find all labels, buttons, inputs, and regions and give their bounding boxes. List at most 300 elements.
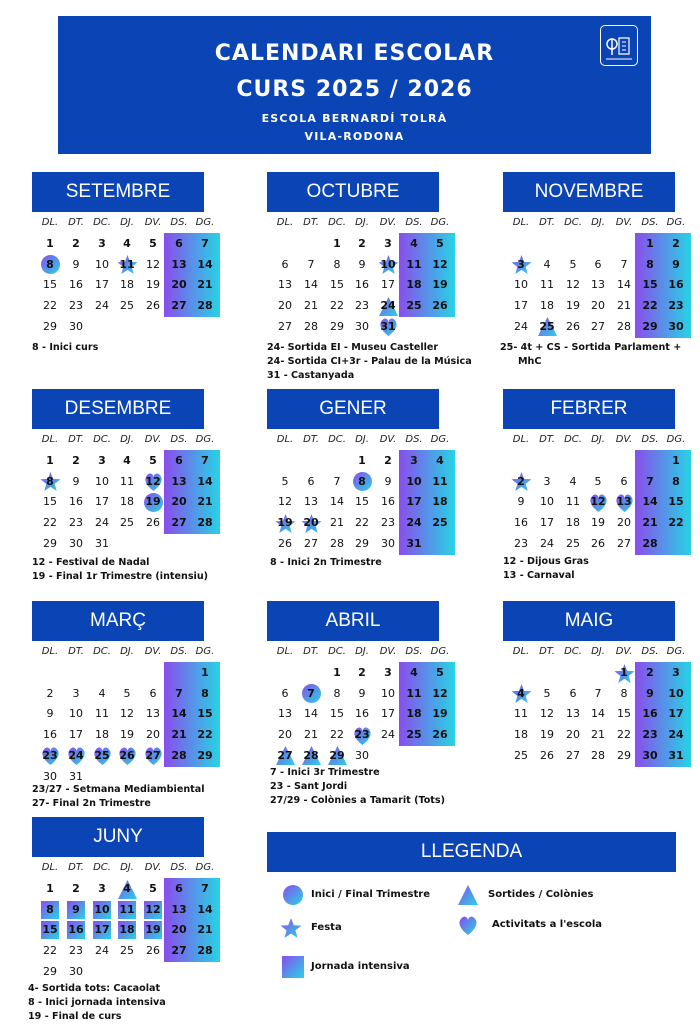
day-cell: 11 [119, 257, 135, 271]
day-cell: 21 [591, 728, 605, 742]
month-notes [32, 783, 205, 811]
day-cell: 5 [149, 237, 157, 250]
day-cell: 5 [436, 237, 444, 250]
day-cell: 12 [145, 902, 161, 916]
day-cell: 10 [381, 686, 395, 700]
day-cell: 7 [307, 257, 315, 271]
day-cell: 22 [43, 299, 57, 313]
day-cell: 17 [69, 728, 83, 742]
weekday-label: DC. [328, 646, 346, 657]
day-cell: 20 [278, 728, 292, 742]
weekday-label: DT. [68, 434, 84, 445]
weekday-label: DS. [405, 217, 423, 228]
day-cell: 12 [145, 474, 161, 488]
day-cell: 28 [171, 748, 187, 762]
day-cell: 9 [384, 474, 392, 488]
day-cell: 14 [197, 257, 213, 271]
day-cell: 8 [333, 257, 341, 271]
day-cell: 1 [620, 666, 628, 679]
day-cell: 8 [672, 474, 680, 488]
day-cell: 11 [406, 257, 422, 271]
day-cell: 6 [175, 454, 183, 467]
day-cell: 30 [43, 769, 57, 783]
day-cell: 24 [381, 728, 395, 742]
day-cell: 21 [197, 495, 213, 509]
weekday-label: DS. [170, 217, 188, 228]
day-cell: 17 [95, 495, 109, 509]
legend-label: Activitats a l'escola [492, 919, 602, 930]
day-cell: 27 [171, 944, 187, 958]
day-cell: 28 [304, 319, 318, 333]
day-cell: 19 [120, 728, 134, 742]
weekday-label: DL. [41, 862, 59, 873]
day-cell: 6 [281, 257, 289, 271]
weekday-label: DV. [144, 434, 162, 445]
day-cell: 3 [517, 257, 525, 271]
weekday-label: DC. [328, 434, 346, 445]
day-cell: 8 [358, 474, 366, 488]
day-cell: 24 [95, 299, 109, 313]
day-cell: 18 [119, 923, 135, 937]
day-cell: 28 [642, 536, 658, 550]
day-cell: 26 [119, 748, 135, 762]
day-cell: 13 [566, 707, 580, 721]
weekday-label: DG. [195, 434, 215, 445]
day-cell: 24 [514, 319, 528, 333]
day-cell: 2 [72, 237, 80, 250]
day-cell: 29 [197, 748, 213, 762]
day-cell: 27 [566, 748, 580, 762]
day-cell: 1 [46, 454, 54, 467]
weekday-label: DV. [615, 646, 633, 657]
weekday-label: DS. [170, 862, 188, 873]
day-cell: 11 [95, 707, 109, 721]
day-cell: 14 [330, 495, 344, 509]
day-cell: 2 [672, 237, 680, 250]
day-cell: 17 [94, 923, 110, 937]
day-cell: 24 [95, 944, 109, 958]
day-cell: 11 [514, 707, 528, 721]
day-cell: 29 [617, 748, 631, 762]
day-cell: 5 [436, 666, 444, 679]
day-cell: 22 [617, 728, 631, 742]
day-cell: 8 [46, 902, 54, 916]
day-cell: 12 [120, 707, 134, 721]
day-cell: 17 [540, 516, 554, 530]
day-cell: 26 [432, 299, 448, 313]
day-cell: 26 [432, 728, 448, 742]
weekday-label: DG. [666, 646, 686, 657]
weekday-label: DS. [641, 646, 659, 657]
day-cell: 16 [514, 516, 528, 530]
legend-label: Sortides / Colònies [488, 889, 594, 900]
day-cell: 2 [72, 882, 80, 895]
day-cell: 15 [43, 278, 57, 292]
day-cell: 2 [358, 666, 366, 679]
day-cell: 8 [46, 474, 54, 488]
weekday-label: DG. [195, 217, 215, 228]
day-cell: 6 [307, 474, 315, 488]
day-cell: 14 [197, 474, 213, 488]
day-cell: 3 [384, 666, 392, 679]
day-cell: 22 [330, 299, 344, 313]
month-notes [500, 341, 681, 369]
weekday-label: DL. [512, 434, 530, 445]
day-cell: 22 [197, 728, 213, 742]
day-cell: 25 [120, 299, 134, 313]
day-cell: 22 [355, 516, 369, 530]
day-cell: 3 [672, 666, 680, 679]
note-line: 12 - Festival de Nadal [32, 557, 150, 568]
weekday-label: DL. [276, 646, 294, 657]
day-cell: 29 [43, 536, 57, 550]
day-cell: 26 [146, 944, 160, 958]
day-cell: 23 [668, 299, 684, 313]
weekday-label: DT. [539, 434, 555, 445]
month-title: OCTUBRE [267, 172, 439, 212]
day-cell: 10 [514, 278, 528, 292]
weekday-label: DC. [93, 646, 111, 657]
day-cell: 30 [668, 319, 684, 333]
day-cell: 5 [149, 882, 157, 895]
day-cell: 3 [72, 686, 80, 700]
day-cell: 18 [120, 278, 134, 292]
weekday-label: DV. [615, 217, 633, 228]
day-cell: 22 [43, 516, 57, 530]
day-cell: 23 [69, 299, 83, 313]
note-line: MhC [518, 356, 542, 367]
note-line: 8 - Inici 2n Trimestre [270, 557, 382, 568]
day-cell: 4 [123, 454, 131, 467]
month-notes [32, 556, 208, 584]
weekday-label: DG. [666, 434, 686, 445]
day-cell: 22 [642, 299, 658, 313]
day-cell: 14 [171, 707, 187, 721]
day-cell: 9 [72, 257, 80, 271]
weekday-label: DT. [68, 217, 84, 228]
day-cell: 12 [590, 495, 606, 509]
day-cell: 30 [69, 964, 83, 978]
note-line: 24- Sortida CI+3r - Palau de la Música [267, 356, 472, 367]
day-cell: 26 [540, 748, 554, 762]
day-cell: 18 [514, 728, 528, 742]
day-cell: 26 [146, 516, 160, 530]
weekday-label: DG. [430, 646, 450, 657]
day-cell: 17 [381, 278, 395, 292]
day-cell: 19 [145, 495, 161, 509]
legend-label: Jornada intensiva [311, 961, 410, 972]
day-cell: 12 [146, 257, 160, 271]
title-line-2: CURS 2025 / 2026 [236, 77, 473, 102]
legend-label: Inici / Final Trimestre [311, 889, 431, 900]
day-cell: 19 [540, 728, 554, 742]
note-line: 25- 4t + CS - Sortida Parlament + [500, 342, 682, 353]
day-cell: 17 [381, 707, 395, 721]
day-cell: 28 [303, 748, 319, 762]
day-cell: 29 [329, 748, 345, 762]
day-cell: 12 [432, 686, 448, 700]
day-cell: 11 [432, 474, 448, 488]
day-cell: 23 [642, 728, 658, 742]
day-cell: 8 [646, 257, 654, 271]
day-cell: 3 [98, 454, 106, 467]
day-cell: 21 [304, 728, 318, 742]
day-cell: 4 [517, 686, 525, 700]
day-cell: 25 [432, 516, 448, 530]
day-cell: 4 [569, 474, 577, 488]
day-cell: 25 [120, 944, 134, 958]
day-cell: 7 [646, 474, 654, 488]
month-title: MAIG [503, 601, 675, 641]
day-cell: 10 [406, 474, 422, 488]
day-cell: 19 [277, 516, 293, 530]
day-cell: 20 [617, 516, 631, 530]
day-cell: 7 [175, 686, 183, 700]
day-cell: 19 [146, 278, 160, 292]
weekday-label: DJ. [355, 646, 369, 657]
day-cell: 6 [620, 474, 628, 488]
day-cell: 4 [410, 666, 418, 679]
day-cell: 13 [171, 902, 187, 916]
day-cell: 21 [197, 923, 213, 937]
day-cell: 7 [620, 257, 628, 271]
day-cell: 27 [145, 748, 161, 762]
day-cell: 10 [668, 686, 684, 700]
day-cell: 30 [381, 536, 395, 550]
day-cell: 7 [201, 237, 209, 250]
weekday-label: DC. [93, 862, 111, 873]
day-cell: 27 [304, 536, 318, 550]
day-cell: 28 [591, 748, 605, 762]
month-notes [270, 766, 445, 808]
day-cell: 20 [591, 299, 605, 313]
day-cell: 15 [330, 707, 344, 721]
day-cell: 22 [43, 944, 57, 958]
day-cell: 7 [201, 882, 209, 895]
day-cell: 23 [355, 299, 369, 313]
day-cell: 16 [381, 495, 395, 509]
day-cell: 7 [594, 686, 602, 700]
day-cell: 10 [95, 257, 109, 271]
school-name: ESCOLA BERNARDÍ TOLRÀ [261, 112, 448, 125]
day-cell: 11 [119, 902, 135, 916]
day-cell: 11 [120, 474, 134, 488]
day-cell: 31 [95, 536, 109, 550]
day-cell: 1 [46, 882, 54, 895]
weekday-label: DL. [41, 217, 59, 228]
month-title: JUNY [32, 817, 204, 857]
weekday-label: DC. [93, 217, 111, 228]
note-line: 27/29 - Colònies a Tamarit (Tots) [270, 795, 445, 806]
month-title: NOVEMBRE [503, 172, 675, 212]
day-cell: 13 [171, 257, 187, 271]
day-cell: 25 [406, 728, 422, 742]
day-cell: 1 [201, 666, 209, 679]
day-cell: 20 [303, 516, 319, 530]
day-cell: 11 [540, 278, 554, 292]
day-cell: 31 [69, 769, 83, 783]
day-cell: 16 [668, 278, 684, 292]
day-cell: 15 [197, 707, 213, 721]
weekday-label: DJ. [591, 646, 605, 657]
day-cell: 5 [569, 257, 577, 271]
day-cell: 29 [43, 319, 57, 333]
day-cell: 8 [333, 686, 341, 700]
day-cell: 8 [620, 686, 628, 700]
day-cell: 10 [540, 495, 554, 509]
day-cell: 30 [355, 319, 369, 333]
day-cell: 30 [642, 748, 658, 762]
month-notes [28, 982, 166, 1024]
day-cell: 20 [171, 278, 187, 292]
day-cell: 27 [617, 536, 631, 550]
day-cell: 24 [668, 728, 684, 742]
day-cell: 11 [406, 686, 422, 700]
day-cell: 14 [642, 495, 658, 509]
day-cell: 16 [355, 707, 369, 721]
day-cell: 9 [72, 474, 80, 488]
day-cell: 17 [95, 278, 109, 292]
legend-circle-icon [282, 884, 304, 906]
day-cell: 9 [358, 257, 366, 271]
day-cell: 15 [42, 923, 58, 937]
day-cell: 25 [406, 299, 422, 313]
day-cell: 28 [197, 516, 213, 530]
day-cell: 22 [668, 516, 684, 530]
legend-label: Festa [311, 922, 342, 933]
day-cell: 15 [642, 278, 658, 292]
day-cell: 14 [197, 902, 213, 916]
day-cell: 23 [42, 748, 58, 762]
day-cell: 3 [384, 237, 392, 250]
day-cell: 28 [617, 319, 631, 333]
day-cell: 9 [672, 257, 680, 271]
weekday-label: DS. [641, 217, 659, 228]
weekday-label: DT. [303, 646, 319, 657]
day-cell: 15 [330, 278, 344, 292]
day-cell: 5 [594, 474, 602, 488]
day-cell: 30 [69, 319, 83, 333]
day-cell: 1 [646, 237, 654, 250]
day-cell: 12 [566, 278, 580, 292]
legend-star-icon [280, 917, 302, 939]
day-cell: 4 [123, 237, 131, 250]
day-cell: 15 [355, 495, 369, 509]
day-cell: 23 [69, 944, 83, 958]
day-cell: 10 [94, 902, 110, 916]
weekday-label: DG. [195, 862, 215, 873]
note-line: 19 - Final 1r Trimestre (intensiu) [32, 571, 209, 582]
day-cell: 14 [304, 707, 318, 721]
day-cell: 18 [566, 516, 580, 530]
day-cell: 9 [517, 495, 525, 509]
note-line: 24- Sortida EI - Museu Casteller [267, 342, 439, 353]
day-cell: 3 [410, 454, 418, 467]
day-cell: 19 [432, 278, 448, 292]
town-name: VILA-RODONA [304, 130, 405, 143]
day-cell: 6 [149, 686, 157, 700]
weekday-label: DS. [170, 646, 188, 657]
day-cell: 29 [330, 319, 344, 333]
day-cell: 15 [43, 495, 57, 509]
day-cell: 24 [68, 748, 84, 762]
weekday-label: DS. [405, 434, 423, 445]
month-title: ABRIL [267, 601, 439, 641]
weekday-label: DV. [379, 434, 397, 445]
note-line: 12 - Dijous Gras [503, 556, 589, 567]
weekday-label: DL. [41, 646, 59, 657]
day-cell: 19 [145, 923, 161, 937]
day-cell: 16 [43, 728, 57, 742]
day-cell: 25 [566, 536, 580, 550]
day-cell: 6 [594, 257, 602, 271]
day-cell: 13 [171, 474, 187, 488]
weekday-label: DV. [144, 862, 162, 873]
note-line: 27- Final 2n Trimestre [32, 798, 151, 809]
day-cell: 19 [432, 707, 448, 721]
day-cell: 27 [591, 319, 605, 333]
weekday-label: DJ. [120, 646, 134, 657]
day-cell: 22 [330, 728, 344, 742]
day-cell: 23 [381, 516, 395, 530]
day-cell: 13 [616, 495, 632, 509]
day-cell: 9 [46, 707, 54, 721]
month-notes [503, 555, 589, 583]
day-cell: 13 [278, 278, 292, 292]
day-cell: 23 [354, 728, 370, 742]
weekday-label: DG. [195, 646, 215, 657]
month-notes [32, 341, 98, 355]
weekday-label: DS. [170, 434, 188, 445]
month-title: DESEMBRE [32, 389, 204, 429]
note-line: 8 - Inici curs [32, 342, 99, 353]
day-cell: 20 [566, 728, 580, 742]
day-cell: 20 [146, 728, 160, 742]
day-cell: 16 [69, 495, 83, 509]
day-cell: 5 [281, 474, 289, 488]
day-cell: 9 [72, 902, 80, 916]
school-logo-icon [600, 25, 638, 66]
day-cell: 18 [120, 495, 134, 509]
day-cell: 18 [406, 278, 422, 292]
day-cell: 12 [432, 257, 448, 271]
day-cell: 25 [120, 516, 134, 530]
day-cell: 26 [278, 536, 292, 550]
legend-title: LLEGENDA [267, 832, 676, 872]
weekday-label: DJ. [355, 217, 369, 228]
day-cell: 18 [540, 299, 554, 313]
weekday-label: DL. [276, 217, 294, 228]
day-cell: 26 [566, 319, 580, 333]
day-cell: 4 [410, 237, 418, 250]
weekday-label: DL. [512, 646, 530, 657]
day-cell: 14 [591, 707, 605, 721]
day-cell: 26 [146, 299, 160, 313]
day-cell: 6 [281, 686, 289, 700]
day-cell: 2 [46, 686, 54, 700]
month-title: MARÇ [32, 601, 204, 641]
day-cell: 4 [123, 882, 131, 895]
weekday-label: DV. [615, 434, 633, 445]
weekday-label: DC. [564, 217, 582, 228]
day-cell: 23 [69, 516, 83, 530]
weekday-label: DG. [666, 217, 686, 228]
day-cell: 10 [95, 474, 109, 488]
weekday-label: DV. [379, 217, 397, 228]
weekday-label: DC. [564, 646, 582, 657]
day-cell: 17 [668, 707, 684, 721]
day-cell: 24 [406, 516, 422, 530]
